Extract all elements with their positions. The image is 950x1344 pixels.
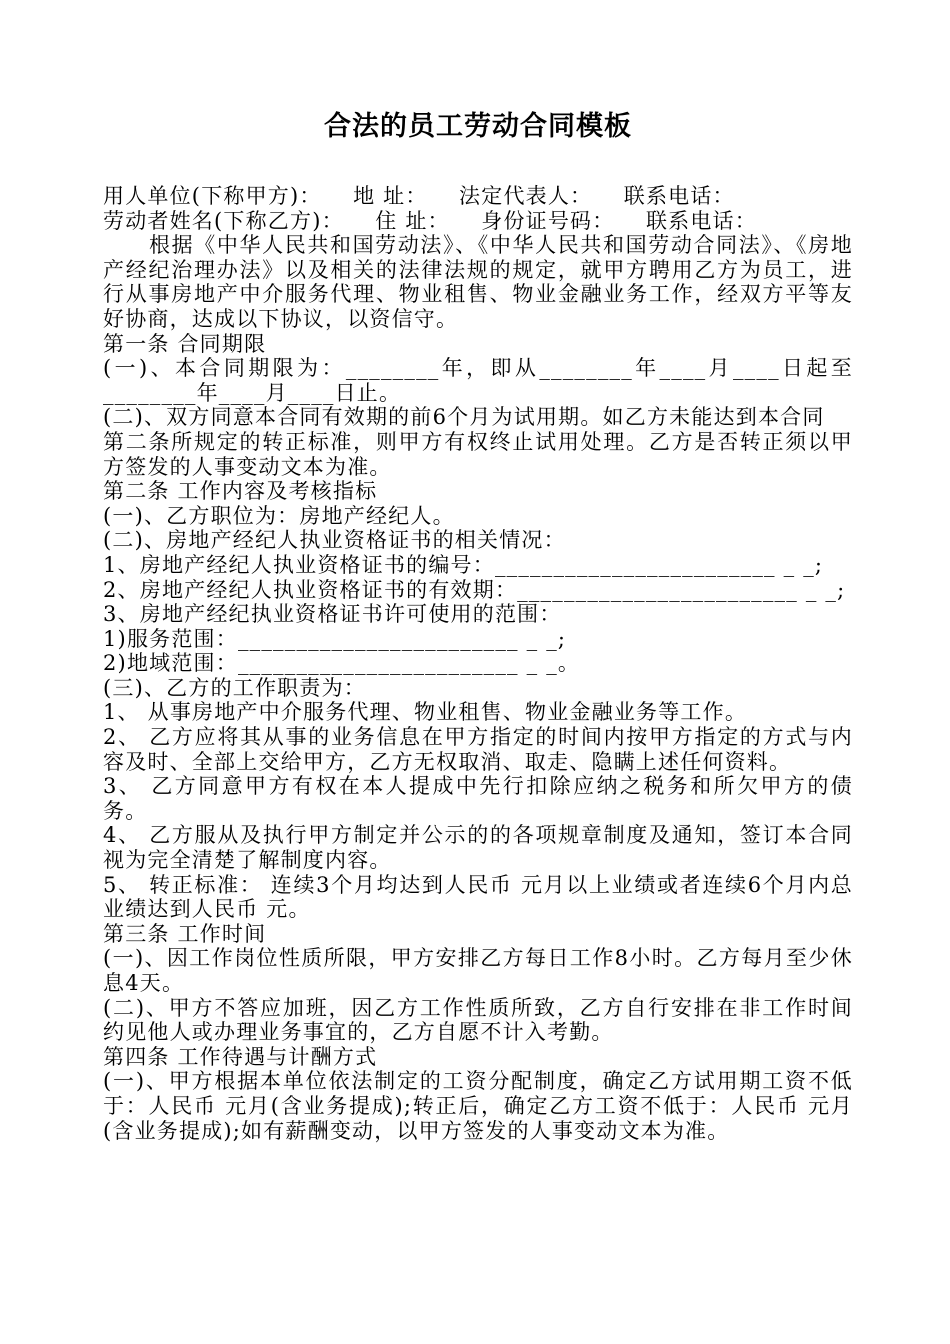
clause-paragraph: 2)地域范围：________________________ _ _。 [103,651,581,676]
document-title: 合法的员工劳动合同模板 [324,111,632,142]
clause-paragraph: 1、房地产经纪人执业资格证书的编号：________________________ _ _; [103,552,824,577]
clause-paragraph: 2、房地产经纪人执业资格证书的有效期：________________________ _ _; [103,577,846,602]
document-page [103,100,853,1143]
clause-paragraph: (一)、本合同期限为：________年，即从________年____月____日起至________年____月____日止。 [103,356,853,405]
employee-info-line: 劳动者姓名(下称乙方)： 住 址： 身份证号码： 联系电话： [103,208,757,233]
section-heading: 第三条 工作时间 [103,921,267,946]
employer-info-line: 用人单位(下称甲方)： 地 址： 法定代表人： 联系电话： [103,184,735,208]
clause-paragraph: 1)服务范围：________________________ _ _; [103,626,567,651]
section-heading: 第二条 工作内容及考核指标 [103,479,378,504]
clause-paragraph: 1、 从事房地产中介服务代理、物业租售、物业金融业务等工作。 [103,700,748,725]
clause-paragraph: (二)、甲方不答应加班，因乙方工作性质所致，乙方自行安排在非工作时间约见他人或办理业务事宜的，乙方自愿不计入考勤。 [103,995,853,1045]
clause-paragraph: (一)、乙方职位为：房地产经纪人。 [103,503,455,528]
section-heading: 第一条 合同期限 [103,331,267,356]
clause-paragraph: 5、 转正标准： 连续3个月均达到人民币 元月以上业绩或者连续6个月内总业绩达到人民币 元。 [103,872,853,922]
clause-paragraph: 2、 乙方应将其从事的业务信息在甲方指定的时间内按甲方指定的方式与内容及时、全部上交给甲方，乙方无权取消、取走、隐瞒上述任何资料。 [103,725,853,774]
clause-paragraph: 3、房地产经纪执业资格证书许可使用的范围： [103,602,562,627]
clause-paragraph: (三)、乙方的工作职责为： [103,675,366,700]
clause-paragraph: 第二条所规定的转正标准，则甲方有权终止试用处理。乙方是否转正须以甲方签发的人事变动文本为准。 [103,429,853,479]
preamble-paragraph: 根据《中华人民共和国劳动法》、《中华人民共和国劳动合同法》、《房地产经纪治理办法》以及相关的法律法规的规定，就甲方聘用乙方为员工，进行从事房地产中介服务代理、物业租售、物业金融业务工作，经双方平等友好协商，达成以下协议，以资信守。 [103,233,853,331]
section-heading: 第四条 工作待遇与计酬方式 [103,1044,378,1069]
clause-paragraph: (一)、因工作岗位性质所限，甲方安排乙方每日工作8小时。乙方每月至少休息4天。 [103,946,853,995]
clause-paragraph: 3、 乙方同意甲方有权在本人提成中先行扣除应纳之税务和所欠甲方的债务。 [103,774,853,823]
clause-paragraph: (一)、甲方根据本单位依法制定的工资分配制度，确定乙方试用期工资不低于：人民币 元月(含业务提成);转正后，确定乙方工资不低于：人民币 元月(含业务提成);如有薪酬变动，以甲方签发的人事变动文本为准。 [103,1069,853,1143]
clause-paragraph: (二)、双方同意本合同有效期的前6个月为试用期。如乙方未能达到本合同 [103,405,825,430]
clause-paragraph: 4、 乙方服从及执行甲方制定并公示的的各项规章制度及通知，签订本合同视为完全清楚了解制度内容。 [103,823,853,873]
clause-paragraph: (二)、房地产经纪人执业资格证书的相关情况： [103,528,566,553]
